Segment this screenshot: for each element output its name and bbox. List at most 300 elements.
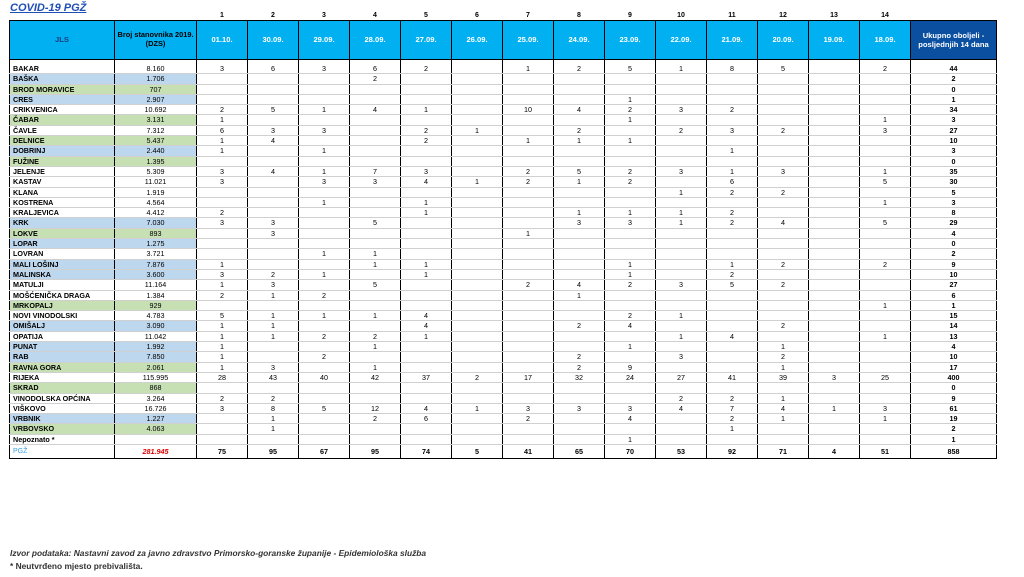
case-cell: 2: [656, 125, 707, 135]
case-cell: [452, 197, 503, 207]
case-cell: [452, 434, 503, 444]
case-cell: 1: [605, 94, 656, 104]
case-cell: [707, 434, 758, 444]
case-cell: [248, 94, 299, 104]
case-cell: [758, 269, 809, 279]
municipality-name: KRK: [10, 218, 115, 228]
sum-cell: 95: [248, 444, 299, 458]
case-cell: [401, 352, 452, 362]
case-cell: 2: [758, 280, 809, 290]
day-number: 3: [322, 11, 326, 19]
total-cell: 19: [911, 414, 997, 424]
total-cell: 0: [911, 84, 997, 94]
case-cell: [809, 259, 860, 269]
case-cell: [401, 393, 452, 403]
case-cell: [299, 362, 350, 372]
case-cell: [452, 166, 503, 176]
case-cell: 1: [860, 331, 911, 341]
case-cell: [758, 156, 809, 166]
case-cell: 2: [350, 331, 401, 341]
case-cell: 2: [860, 259, 911, 269]
case-cell: [401, 383, 452, 393]
case-cell: 8: [707, 64, 758, 74]
case-cell: 2: [860, 64, 911, 74]
total-cell: 5: [911, 187, 997, 197]
municipality-name: KOSTRENA: [10, 197, 115, 207]
case-cell: 1: [401, 331, 452, 341]
case-cell: 4: [707, 331, 758, 341]
header-jls: JLS: [10, 21, 115, 60]
population-cell: 7.850: [115, 352, 197, 362]
case-cell: [503, 269, 554, 279]
case-cell: [554, 74, 605, 84]
case-cell: [299, 115, 350, 125]
day-number: 7: [526, 11, 530, 19]
table-row: [10, 290, 997, 300]
case-cell: 2: [707, 218, 758, 228]
case-cell: [656, 239, 707, 249]
population-cell: 4.063: [115, 424, 197, 434]
header-row: [10, 21, 997, 60]
case-cell: [401, 228, 452, 238]
population-cell: 4.783: [115, 311, 197, 321]
case-cell: [758, 434, 809, 444]
case-cell: 1: [248, 331, 299, 341]
case-cell: 2: [503, 177, 554, 187]
case-cell: [809, 115, 860, 125]
case-cell: 12: [350, 403, 401, 413]
case-cell: [197, 187, 248, 197]
case-cell: [197, 249, 248, 259]
case-cell: [452, 280, 503, 290]
sum-cell: 71: [758, 444, 809, 458]
case-cell: 1: [554, 136, 605, 146]
municipality-name: BAKAR: [10, 64, 115, 74]
case-cell: 41: [707, 372, 758, 382]
case-cell: [605, 187, 656, 197]
case-cell: [860, 187, 911, 197]
case-cell: [809, 239, 860, 249]
table-row: [10, 146, 997, 156]
case-cell: 1: [758, 342, 809, 352]
case-cell: [809, 269, 860, 279]
case-cell: 4: [248, 166, 299, 176]
case-cell: [860, 269, 911, 279]
case-cell: [248, 208, 299, 218]
case-cell: [656, 146, 707, 156]
case-cell: [248, 239, 299, 249]
case-cell: [605, 331, 656, 341]
municipality-name: KASTAV: [10, 177, 115, 187]
case-cell: 2: [707, 105, 758, 115]
case-cell: [452, 105, 503, 115]
case-cell: 5: [860, 177, 911, 187]
case-cell: 5: [554, 166, 605, 176]
case-cell: 2: [707, 414, 758, 424]
case-cell: [758, 331, 809, 341]
case-cell: 3: [860, 403, 911, 413]
case-cell: [401, 115, 452, 125]
case-cell: [860, 290, 911, 300]
case-cell: 1: [197, 342, 248, 352]
case-cell: 2: [605, 166, 656, 176]
case-cell: [197, 84, 248, 94]
sum-cell: 74: [401, 444, 452, 458]
case-cell: [197, 300, 248, 310]
case-cell: 3: [197, 177, 248, 187]
header-date: 28.09.: [350, 21, 401, 60]
case-cell: [809, 177, 860, 187]
case-cell: [248, 249, 299, 259]
case-cell: 1: [299, 197, 350, 207]
municipality-name: VIŠKOVO: [10, 403, 115, 413]
case-cell: [452, 383, 503, 393]
case-cell: 4: [401, 311, 452, 321]
case-cell: 1: [299, 311, 350, 321]
sum-cell: 51: [860, 444, 911, 458]
case-cell: [350, 136, 401, 146]
case-cell: [605, 249, 656, 259]
case-cell: 5: [197, 311, 248, 321]
table-row: [10, 166, 997, 176]
case-cell: [299, 321, 350, 331]
case-cell: [503, 342, 554, 352]
case-cell: [299, 239, 350, 249]
case-cell: [401, 146, 452, 156]
case-cell: [197, 197, 248, 207]
case-cell: 4: [401, 177, 452, 187]
population-cell: 893: [115, 228, 197, 238]
case-cell: 3: [248, 228, 299, 238]
case-cell: [452, 414, 503, 424]
population-cell: 1.227: [115, 414, 197, 424]
case-cell: 1: [401, 269, 452, 279]
municipality-name: FUŽINE: [10, 156, 115, 166]
case-cell: [707, 362, 758, 372]
case-cell: [605, 84, 656, 94]
municipality-name: BROD MORAVICE: [10, 84, 115, 94]
case-cell: [197, 414, 248, 424]
case-cell: [860, 383, 911, 393]
population-cell: 16.726: [115, 403, 197, 413]
case-cell: 1: [758, 414, 809, 424]
case-cell: [554, 187, 605, 197]
case-cell: 1: [350, 249, 401, 259]
case-cell: 2: [350, 414, 401, 424]
day-number: 5: [424, 11, 428, 19]
population-cell: 3.600: [115, 269, 197, 279]
table-row: [10, 311, 997, 321]
day-number: 6: [475, 11, 479, 19]
case-cell: 3: [350, 177, 401, 187]
population-cell: 115.995: [115, 372, 197, 382]
case-cell: [299, 259, 350, 269]
case-cell: [452, 228, 503, 238]
case-cell: 1: [605, 208, 656, 218]
municipality-name: MALINSKA: [10, 269, 115, 279]
table-row: [10, 352, 997, 362]
case-cell: 37: [401, 372, 452, 382]
case-cell: [452, 424, 503, 434]
case-cell: [401, 342, 452, 352]
total-cell: 2: [911, 424, 997, 434]
case-cell: [503, 362, 554, 372]
case-cell: [452, 84, 503, 94]
case-cell: [350, 156, 401, 166]
covid-table-container: [9, 10, 997, 459]
case-cell: [554, 146, 605, 156]
case-cell: [401, 280, 452, 290]
case-cell: [503, 115, 554, 125]
case-cell: [248, 74, 299, 84]
case-cell: 1: [248, 424, 299, 434]
case-cell: [860, 393, 911, 403]
case-cell: [809, 331, 860, 341]
case-cell: [452, 321, 503, 331]
case-cell: [758, 383, 809, 393]
municipality-name: DELNICE: [10, 136, 115, 146]
case-cell: [503, 393, 554, 403]
case-cell: [554, 434, 605, 444]
case-cell: [809, 352, 860, 362]
municipality-name: NOVI VINODOLSKI: [10, 311, 115, 321]
case-cell: [452, 187, 503, 197]
header-date: 23.09.: [605, 21, 656, 60]
case-cell: [860, 362, 911, 372]
case-cell: 1: [554, 290, 605, 300]
case-cell: [248, 156, 299, 166]
case-cell: [554, 115, 605, 125]
population-cell: 7.312: [115, 125, 197, 135]
case-cell: 2: [758, 352, 809, 362]
case-cell: 1: [860, 414, 911, 424]
case-cell: 5: [299, 403, 350, 413]
sum-cell: 75: [197, 444, 248, 458]
case-cell: [401, 290, 452, 300]
table-row: [10, 115, 997, 125]
case-cell: 3: [758, 166, 809, 176]
case-cell: [503, 311, 554, 321]
case-cell: [299, 414, 350, 424]
case-cell: [809, 300, 860, 310]
municipality-name: MALI LOŠINJ: [10, 259, 115, 269]
case-cell: [860, 84, 911, 94]
case-cell: [554, 414, 605, 424]
case-cell: 2: [197, 290, 248, 300]
case-cell: [452, 146, 503, 156]
total-cell: 3: [911, 115, 997, 125]
population-cell: 11.021: [115, 177, 197, 187]
municipality-name: DOBRINJ: [10, 146, 115, 156]
case-cell: [656, 136, 707, 146]
case-cell: [350, 125, 401, 135]
case-cell: [350, 239, 401, 249]
case-cell: 2: [554, 352, 605, 362]
case-cell: [299, 218, 350, 228]
population-cell: 10.692: [115, 105, 197, 115]
case-cell: [503, 239, 554, 249]
table-row: [10, 342, 997, 352]
case-cell: 1: [656, 208, 707, 218]
case-cell: [503, 290, 554, 300]
case-cell: [605, 74, 656, 84]
case-cell: 6: [707, 177, 758, 187]
case-cell: 1: [197, 146, 248, 156]
population-cell: 4.564: [115, 197, 197, 207]
case-cell: [554, 300, 605, 310]
population-cell: 8.160: [115, 64, 197, 74]
case-cell: 2: [707, 393, 758, 403]
case-cell: 1: [605, 342, 656, 352]
case-cell: 3: [197, 269, 248, 279]
case-cell: [656, 197, 707, 207]
case-cell: [197, 424, 248, 434]
case-cell: 4: [656, 403, 707, 413]
table-row: [10, 393, 997, 403]
case-cell: [758, 74, 809, 84]
case-cell: 6: [248, 64, 299, 74]
case-cell: [809, 321, 860, 331]
case-cell: [299, 424, 350, 434]
case-cell: [452, 218, 503, 228]
case-cell: 1: [503, 136, 554, 146]
case-cell: 1: [197, 352, 248, 362]
case-cell: 1: [809, 403, 860, 413]
case-cell: [656, 84, 707, 94]
case-cell: 3: [860, 125, 911, 135]
case-cell: 1: [197, 259, 248, 269]
case-cell: 3: [656, 352, 707, 362]
sum-cell: 70: [605, 444, 656, 458]
case-cell: [350, 197, 401, 207]
case-cell: [656, 156, 707, 166]
case-cell: 1: [503, 228, 554, 238]
case-cell: 3: [605, 218, 656, 228]
case-cell: [350, 290, 401, 300]
case-cell: [605, 352, 656, 362]
case-cell: 5: [248, 105, 299, 115]
table-row: [10, 136, 997, 146]
municipality-name: ČAVLE: [10, 125, 115, 135]
table-row: [10, 372, 997, 382]
population-cell: 1.919: [115, 187, 197, 197]
case-cell: [350, 424, 401, 434]
case-cell: 3: [554, 218, 605, 228]
case-cell: 7: [707, 403, 758, 413]
case-cell: [860, 249, 911, 259]
table-row: [10, 74, 997, 84]
case-cell: [350, 208, 401, 218]
case-cell: 43: [248, 372, 299, 382]
case-cell: 1: [605, 136, 656, 146]
case-cell: 1: [401, 197, 452, 207]
case-cell: [860, 342, 911, 352]
sum-cell: 5: [452, 444, 503, 458]
case-cell: [554, 331, 605, 341]
case-cell: [809, 383, 860, 393]
header-population: Broj stanovnika 2019. (DZS): [115, 21, 197, 60]
case-cell: 1: [656, 64, 707, 74]
case-cell: [554, 342, 605, 352]
case-cell: 1: [197, 321, 248, 331]
case-cell: [656, 383, 707, 393]
total-cell: 10: [911, 352, 997, 362]
case-cell: [299, 156, 350, 166]
case-cell: [554, 311, 605, 321]
case-cell: [248, 115, 299, 125]
case-cell: 1: [197, 331, 248, 341]
table-row: [10, 84, 997, 94]
case-cell: 1: [860, 300, 911, 310]
sum-cell: 67: [299, 444, 350, 458]
table-row: [10, 300, 997, 310]
case-cell: [758, 239, 809, 249]
case-cell: [401, 74, 452, 84]
case-cell: [809, 249, 860, 259]
municipality-name: RIJEKA: [10, 372, 115, 382]
population-cell: 2.440: [115, 146, 197, 156]
case-cell: 3: [554, 403, 605, 413]
day-number: 9: [628, 11, 632, 19]
case-cell: 3: [503, 403, 554, 413]
case-cell: 32: [554, 372, 605, 382]
case-cell: 5: [605, 64, 656, 74]
case-cell: [707, 321, 758, 331]
header-date: 24.09.: [554, 21, 605, 60]
case-cell: 1: [452, 125, 503, 135]
day-number: 11: [728, 11, 736, 19]
case-cell: [656, 434, 707, 444]
sum-cell: 41: [503, 444, 554, 458]
data-source-note: Izvor podataka: Nastavni zavod za javno zdravstvo Primorsko-goranske županije - Epidemiološka služba: [10, 548, 427, 558]
case-cell: [809, 311, 860, 321]
case-cell: [350, 187, 401, 197]
case-cell: [605, 393, 656, 403]
case-cell: 1: [299, 166, 350, 176]
case-cell: 3: [605, 403, 656, 413]
case-cell: [197, 239, 248, 249]
case-cell: [860, 136, 911, 146]
case-cell: [197, 156, 248, 166]
case-cell: [554, 424, 605, 434]
case-cell: 24: [605, 372, 656, 382]
municipality-name: LOKVE: [10, 228, 115, 238]
case-cell: [554, 383, 605, 393]
case-cell: [503, 434, 554, 444]
case-cell: [605, 197, 656, 207]
case-cell: [248, 383, 299, 393]
case-cell: [656, 362, 707, 372]
case-cell: 1: [707, 146, 758, 156]
case-cell: 4: [605, 321, 656, 331]
case-cell: 1: [656, 331, 707, 341]
table-row: [10, 434, 997, 444]
case-cell: [707, 74, 758, 84]
municipality-name: MOŠĆENIČKA DRAGA: [10, 290, 115, 300]
case-cell: 39: [758, 372, 809, 382]
municipality-name: ČABAR: [10, 115, 115, 125]
total-cell: 61: [911, 403, 997, 413]
case-cell: [350, 269, 401, 279]
case-cell: 1: [299, 105, 350, 115]
case-cell: [452, 300, 503, 310]
case-cell: [554, 269, 605, 279]
total-cell: 14: [911, 321, 997, 331]
total-cell: 4: [911, 228, 997, 238]
case-cell: [350, 352, 401, 362]
header-date: 27.09.: [401, 21, 452, 60]
case-cell: [860, 424, 911, 434]
